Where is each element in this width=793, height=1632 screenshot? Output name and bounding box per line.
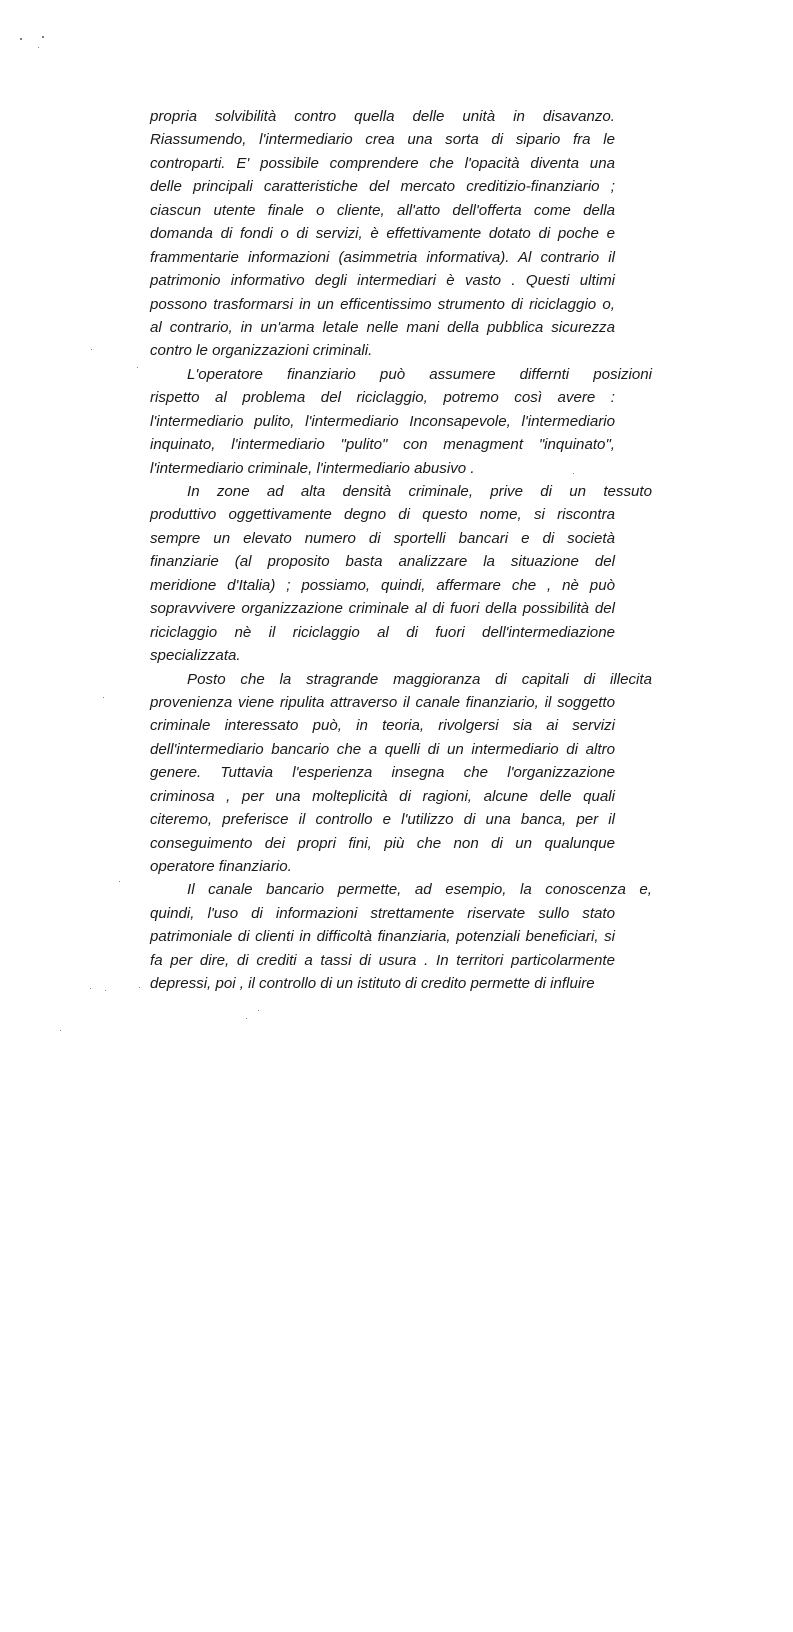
paragraph: [150, 668, 652, 879]
text-line: patrimoniale di clienti in difficoltà finanziaria, potenziali beneficiari, si: [150, 928, 615, 946]
text-line: fa per dire, di crediti a tassi di usura . In territori particolarmente: [150, 951, 615, 969]
scan-speck: [258, 1010, 259, 1011]
scan-speck: [573, 473, 574, 474]
text-line: frammentarie informazioni (asimmetria informativa). Al contrario il: [150, 248, 615, 266]
text-line: Il canale bancario permette, ad esempio, la conoscenza e,: [187, 881, 652, 899]
text-line: l'intermediario pulito, l'intermediario Inconsapevole, l'intermediario: [150, 412, 615, 430]
text-line: domanda di fondi o di servizi, è effettivamente dotato di poche e: [150, 225, 615, 243]
text-line: Riassumendo, l'intermediario crea una sorta di sipario fra le: [150, 131, 615, 149]
text-line: L'operatore finanziario può assumere differnti posizioni: [187, 365, 652, 383]
text-line: inquinato, l'intermediario "pulito" con menagment "inquinato",: [150, 436, 615, 454]
scan-speck: [103, 697, 104, 698]
text-line: patrimonio informativo degli intermediari è vasto . Questi ultimi: [150, 272, 615, 290]
text-line: al contrario, in un'arma letale nelle mani della pubblica sicurezza: [150, 318, 615, 336]
text-line: controparti. E' possibile comprendere che l'opacità diventa una: [150, 154, 615, 172]
text-line: provenienza viene ripulita attraverso il canale finanziario, il soggetto: [150, 693, 615, 711]
text-line: depressi, poi , il controllo di un istituto di credito permette di influire: [150, 975, 595, 993]
text-line: operatore finanziario.: [150, 858, 292, 875]
text-line: delle principali caratteristiche del mercato creditizio-finanziario ;: [150, 178, 615, 196]
text-line: possono trasformarsi in un efficentissimo strumento di riciclaggio o,: [150, 295, 615, 313]
text-line: finanziarie (al proposito basta analizzare la situazione del: [150, 553, 615, 571]
text-line: quindi, l'uso di informazioni strettamente riservate sullo stato: [150, 904, 615, 922]
paragraph: [150, 480, 652, 668]
scan-speck: [246, 1018, 247, 1019]
text-line: contro le organizzazioni criminali.: [150, 342, 373, 360]
scan-speck: [38, 47, 39, 48]
text-line: l'intermediario criminale, l'intermediario abusivo .: [150, 459, 475, 477]
text-line: rispetto al problema del riciclaggio, potremo così avere :: [150, 389, 615, 407]
text-line: sempre un elevato numero di sportelli bancari e di società: [150, 529, 615, 547]
text-line: ciascun utente finale o cliente, all'atto dell'offerta come della: [150, 201, 615, 219]
scan-speck: [119, 881, 120, 882]
scan-speck: [90, 988, 91, 989]
text-line: produttivo oggettivamente degno di questo nome, si riscontra: [150, 506, 615, 524]
document-body: [150, 105, 652, 996]
text-line: conseguimento dei propri fini, più che non di un qualunque: [150, 834, 615, 852]
scan-speck: [20, 38, 22, 40]
text-line: specializzata.: [150, 647, 241, 665]
scan-speck: [42, 36, 44, 38]
text-line: propria solvibilità contro quella delle unità in disavanzo.: [150, 108, 615, 125]
text-line: genere. Tuttavia l'esperienza insegna che l'organizzazione: [150, 764, 615, 782]
paragraph: [150, 363, 652, 480]
text-line: dell'intermediario bancario che a quelli di un intermediario di altro: [150, 740, 615, 758]
text-line: citeremo, preferisce il controllo e l'utilizzo di una banca, per il: [150, 811, 615, 829]
text-line: criminale interessato può, in teoria, rivolgersi sia ai servizi: [150, 717, 615, 735]
scan-speck: [60, 1030, 61, 1031]
text-line: riciclaggio nè il riciclaggio al di fuori dell'intermediazione: [150, 623, 615, 641]
paragraph: [150, 105, 613, 363]
paragraph: [150, 878, 652, 995]
text-line: criminosa , per una molteplicità di ragioni, alcune delle quali: [150, 787, 615, 805]
scan-speck: [105, 990, 106, 991]
scan-speck: [91, 349, 92, 350]
scan-speck: [137, 367, 138, 368]
scan-speck: [139, 987, 140, 988]
text-line: meridione d'Italia) ; possiamo, quindi, affermare che , nè può: [150, 576, 615, 594]
text-line: sopravvivere organizzazione criminale al di fuori della possibilità del: [150, 600, 615, 618]
text-line: In zone ad alta densità criminale, prive di un tessuto: [187, 483, 652, 500]
text-line: Posto che la stragrande maggioranza di capitali di illecita: [187, 670, 652, 688]
